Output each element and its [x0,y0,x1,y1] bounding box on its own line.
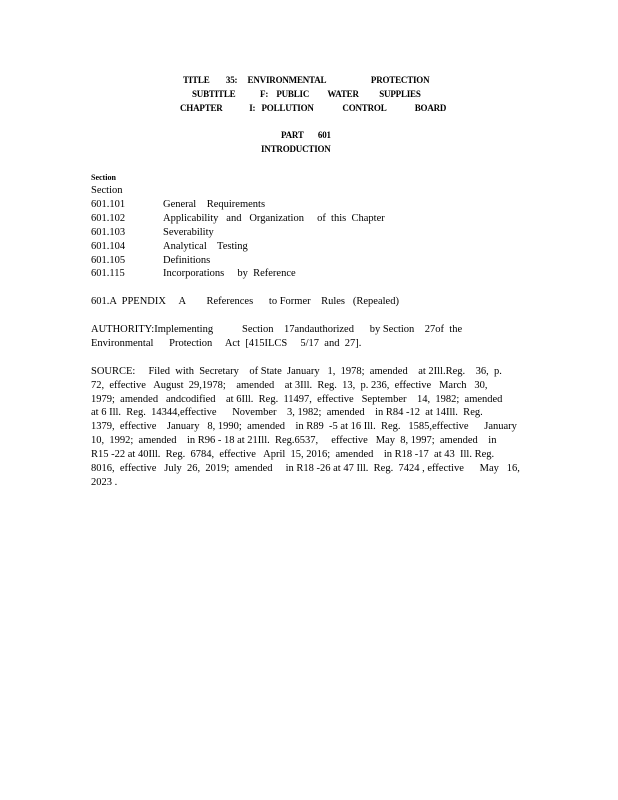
toc-number: 601.103 [91,227,126,238]
header-title-line: TITLE 35: ENVIRONMENTAL PROTECTION [183,75,430,85]
appendix-line: 601.A PPENDIX A References to Former Rules (Repealed) [91,296,399,307]
toc-title: Analytical Testing [163,241,248,252]
section-heading: Section [91,185,123,196]
source-line: 2023 . [91,477,118,488]
toc-number: 601.105 [91,255,126,266]
part-label: PART 601 [281,130,331,140]
toc-number: 601.104 [91,241,126,252]
header-subtitle-line: SUBTITLE F: PUBLIC WATER SUPPLIES [192,89,421,99]
part-title: INTRODUCTION [261,144,331,154]
toc-number: 601.101 [91,199,126,210]
toc-title: Applicability and Organization of this Chapter [163,213,385,224]
source-line: 1379, effective January 8, 1990; amended in R89 -5 at 16 Ill. Reg. 1585,effective January [91,421,517,432]
source-line: SOURCE: Filed with Secretary of State January 1, 1978; amended at 2Ill.Reg. 36, p. [91,366,502,377]
authority-line: Environmental Protection Act [415ILCS 5/17 and 27]. [91,338,362,349]
source-line: 10, 1992; amended in R96 - 18 at 21Ill. Reg.6537, effective May 8, 1997; amended in [91,435,497,446]
source-line: 8016, effective July 26, 2019; amended in R18 -26 at 47 Ill. Reg. 7424 , effective May 16, [91,463,520,474]
toc-title: Definitions [163,255,211,266]
section-heading-bold: Section [91,173,116,182]
toc-title: General Requirements [163,199,266,210]
source-line: R15 -22 at 40Ill. Reg. 6784, effective April 15, 2016; amended in R18 -17 at 43 Ill. Reg. [91,449,495,460]
authority-line: AUTHORITY:Implementing Section 17andauthorized by Section 27of the [91,324,463,335]
header-chapter-line: CHAPTER I: POLLUTION CONTROL BOARD [180,103,447,113]
toc-title: Severability [163,227,214,238]
toc-number: 601.115 [91,268,125,279]
source-line: 72, effective August 29,1978; amended at 3Ill. Reg. 13, p. 236, effective March 30, [91,380,488,391]
source-line: at 6 Ill. Reg. 14344,effective November 3, 1982; amended in R84 -12 at 14Ill. Reg. [91,407,483,418]
toc-title: Incorporations by Reference [163,268,296,279]
toc-number: 601.102 [91,213,126,224]
source-line: 1979; amended andcodified at 6Ill. Reg. 11497, effective September 14, 1982; amended [91,394,503,405]
